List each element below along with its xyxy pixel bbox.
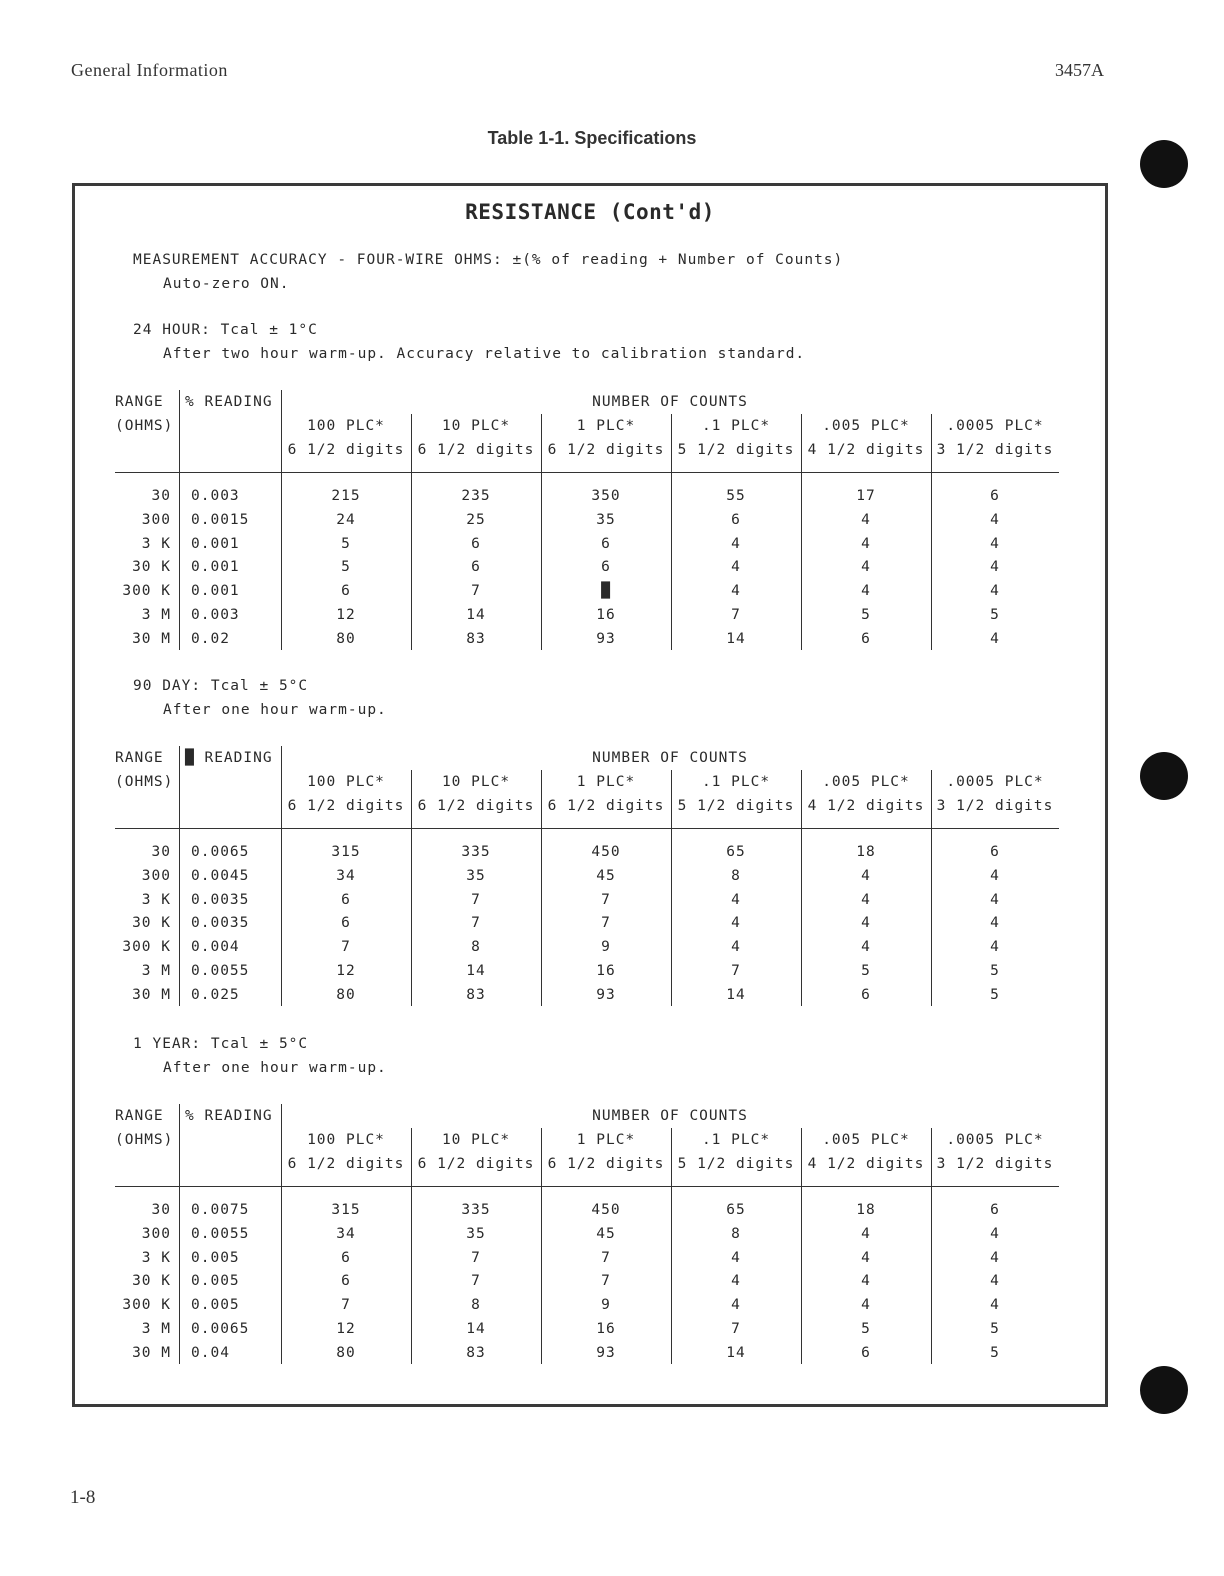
count-cell: 7 bbox=[731, 1321, 741, 1337]
count-cell: 14 bbox=[726, 1344, 746, 1361]
range-cell: 30 M bbox=[132, 986, 171, 1003]
count-cell: 4 bbox=[861, 939, 871, 956]
count-cell: 14 bbox=[726, 630, 746, 647]
count-cell: 4 bbox=[990, 1249, 1000, 1266]
table-row bbox=[115, 939, 1059, 963]
reading-cell: 0.0055 bbox=[191, 1225, 250, 1242]
range-cell: 30 M bbox=[132, 630, 171, 647]
count-cell: 93 bbox=[596, 630, 616, 647]
spec-frame bbox=[72, 183, 1108, 1407]
count-cell: 65 bbox=[726, 1202, 746, 1218]
count-cell: 14 bbox=[466, 607, 486, 623]
count-cell: 335 bbox=[461, 1202, 491, 1218]
count-cell: 93 bbox=[596, 986, 616, 1003]
plc-header: .0005 PLC* bbox=[946, 1132, 1044, 1148]
section-heading: 1 YEAR: Tcal ± 5°C bbox=[133, 1036, 309, 1052]
range-cell: 30 K bbox=[132, 559, 171, 576]
intro-autozero: Auto-zero ON. bbox=[163, 276, 290, 292]
reading-cell: 0.003 bbox=[191, 488, 240, 504]
range-cell: 3 M bbox=[141, 607, 171, 623]
table-row bbox=[115, 583, 1059, 607]
table-title: Table 1-1. Specifications bbox=[487, 128, 697, 148]
count-cell: 6 bbox=[990, 488, 1000, 504]
count-cell: 6 bbox=[731, 511, 741, 528]
frame-title: RESISTANCE (Cont'd) bbox=[465, 200, 715, 224]
range-cell: 30 bbox=[151, 488, 171, 504]
counts-header: NUMBER OF COUNTS bbox=[592, 1108, 748, 1124]
spec-table bbox=[115, 1104, 1059, 1364]
range-header: RANGE bbox=[115, 394, 164, 410]
range-cell: 300 K bbox=[122, 939, 171, 956]
count-cell: 6 bbox=[341, 891, 351, 908]
running-header-section: General Information bbox=[71, 60, 228, 80]
digits-header: 5 1/2 digits bbox=[677, 442, 795, 458]
count-cell: 55 bbox=[726, 488, 746, 504]
count-cell: 7 bbox=[471, 891, 481, 908]
plc-header: 1 PLC* bbox=[576, 418, 636, 434]
count-cell: 18 bbox=[856, 1202, 876, 1218]
count-cell: 4 bbox=[861, 891, 871, 908]
digits-header: 5 1/2 digits bbox=[677, 1156, 795, 1172]
count-cell: 4 bbox=[990, 867, 1000, 884]
table-row bbox=[115, 559, 1059, 583]
count-cell: 80 bbox=[336, 986, 356, 1003]
count-cell: 25 bbox=[466, 511, 486, 528]
reading-cell: 0.004 bbox=[191, 939, 240, 956]
range-cell: 3 K bbox=[141, 535, 171, 552]
spec-table bbox=[115, 390, 1059, 650]
count-cell: 7 bbox=[601, 1273, 611, 1290]
reading-cell: 0.003 bbox=[191, 607, 240, 623]
count-cell: 4 bbox=[861, 915, 871, 932]
table-row bbox=[115, 1321, 1059, 1345]
count-cell: 83 bbox=[466, 630, 486, 647]
range-header: RANGE bbox=[115, 750, 164, 766]
count-cell: 6 bbox=[861, 1344, 871, 1361]
binder-hole-icon bbox=[1140, 752, 1188, 800]
count-cell: 8 bbox=[471, 939, 481, 956]
count-cell: 450 bbox=[591, 844, 621, 860]
count-cell: 6 bbox=[341, 583, 351, 600]
count-cell: 4 bbox=[731, 1249, 741, 1266]
count-cell: 4 bbox=[990, 1273, 1000, 1290]
running-header-model: 3457A bbox=[1055, 60, 1104, 80]
reading-cell: 0.005 bbox=[191, 1249, 240, 1266]
count-cell: 7 bbox=[341, 1297, 351, 1314]
count-cell: 4 bbox=[990, 559, 1000, 576]
digits-header: 6 1/2 digits bbox=[287, 1156, 405, 1172]
spec-table bbox=[115, 746, 1059, 1006]
plc-header: 1 PLC* bbox=[576, 1132, 636, 1148]
count-cell: 215 bbox=[331, 488, 361, 504]
reading-cell: 0.02 bbox=[191, 630, 230, 647]
table-row bbox=[115, 536, 1059, 560]
range-cell: 3 M bbox=[141, 1321, 171, 1337]
count-cell: 6 bbox=[471, 535, 481, 552]
count-cell: 4 bbox=[861, 559, 871, 576]
count-cell: 5 bbox=[990, 1321, 1000, 1337]
plc-header: 1 PLC* bbox=[576, 774, 636, 790]
count-cell: 6 bbox=[601, 535, 611, 552]
count-cell: 9 bbox=[601, 1297, 611, 1314]
count-cell: 6 bbox=[601, 559, 611, 576]
count-cell: 4 bbox=[990, 583, 1000, 600]
count-cell: 7 bbox=[731, 607, 741, 623]
count-cell: 6 bbox=[341, 915, 351, 932]
count-cell: 93 bbox=[596, 1344, 616, 1361]
count-cell: 5 bbox=[861, 607, 871, 623]
count-cell: 4 bbox=[990, 535, 1000, 552]
count-cell: 80 bbox=[336, 630, 356, 647]
count-cell: 45 bbox=[596, 867, 616, 884]
count-cell: 4 bbox=[731, 1297, 741, 1314]
count-cell: 4 bbox=[861, 1249, 871, 1266]
section-note: After one hour warm-up. bbox=[163, 702, 387, 718]
count-cell: 16 bbox=[596, 963, 616, 979]
range-cell: 30 M bbox=[132, 1344, 171, 1361]
count-cell: 7 bbox=[601, 891, 611, 908]
digits-header: 6 1/2 digits bbox=[287, 442, 405, 458]
table-row bbox=[115, 868, 1059, 892]
plc-header: .1 PLC* bbox=[701, 774, 771, 790]
reading-header: % READING bbox=[185, 1108, 273, 1124]
count-cell: 24 bbox=[336, 511, 356, 528]
count-cell: 80 bbox=[336, 1344, 356, 1361]
count-cell: 315 bbox=[331, 1202, 361, 1218]
count-cell: 4 bbox=[861, 1297, 871, 1314]
reading-cell: 0.005 bbox=[191, 1297, 240, 1314]
range-cell: 30 K bbox=[132, 1273, 171, 1290]
plc-header: 100 PLC* bbox=[307, 1132, 385, 1148]
count-cell: 4 bbox=[990, 630, 1000, 647]
count-cell: 6 bbox=[861, 986, 871, 1003]
reading-cell: 0.0065 bbox=[191, 844, 250, 860]
count-cell: 9 bbox=[601, 939, 611, 956]
count-cell: 12 bbox=[336, 607, 356, 623]
count-cell: 65 bbox=[726, 844, 746, 860]
table-row bbox=[115, 512, 1059, 536]
count-cell: 6 bbox=[341, 1273, 351, 1290]
reading-cell: 0.0035 bbox=[191, 891, 250, 908]
digits-header: 4 1/2 digits bbox=[807, 798, 925, 814]
count-cell: 7 bbox=[731, 963, 741, 979]
count-cell: 4 bbox=[990, 891, 1000, 908]
count-cell: 8 bbox=[471, 1297, 481, 1314]
digits-header: 6 1/2 digits bbox=[417, 442, 535, 458]
reading-cell: 0.0065 bbox=[191, 1321, 250, 1337]
count-cell: 4 bbox=[731, 891, 741, 908]
count-cell: 4 bbox=[731, 583, 741, 600]
count-cell: 14 bbox=[726, 986, 746, 1003]
count-cell: 4 bbox=[990, 915, 1000, 932]
count-cell: 4 bbox=[861, 1273, 871, 1290]
count-cell: 350 bbox=[591, 488, 621, 504]
count-cell: 35 bbox=[466, 867, 486, 884]
range-cell: 3 K bbox=[141, 891, 171, 908]
count-cell: 35 bbox=[596, 511, 616, 528]
table-row bbox=[115, 488, 1059, 512]
table-row bbox=[115, 607, 1059, 631]
count-cell: 5 bbox=[990, 986, 1000, 1003]
table-row bbox=[115, 892, 1059, 916]
count-cell: 7 bbox=[471, 1249, 481, 1266]
count-cell: 4 bbox=[990, 1297, 1000, 1314]
count-cell: 315 bbox=[331, 844, 361, 860]
reading-cell: 0.0055 bbox=[191, 963, 250, 979]
count-cell: 4 bbox=[990, 1225, 1000, 1242]
count-cell: 4 bbox=[990, 939, 1000, 956]
range-cell: 300 K bbox=[122, 583, 171, 600]
count-cell: 7 bbox=[471, 583, 481, 600]
count-cell: 35 bbox=[466, 1225, 486, 1242]
table-row bbox=[115, 1345, 1059, 1369]
count-cell: 5 bbox=[990, 1344, 1000, 1361]
count-cell: 6 bbox=[341, 1249, 351, 1266]
count-cell: 6 bbox=[471, 559, 481, 576]
digits-header: 3 1/2 digits bbox=[936, 442, 1054, 458]
reading-header: % READING bbox=[185, 394, 273, 410]
range-cell: 300 bbox=[141, 1225, 171, 1242]
section-heading: 24 HOUR: Tcal ± 1°C bbox=[133, 322, 318, 338]
table-row bbox=[115, 915, 1059, 939]
plc-header: .005 PLC* bbox=[822, 1132, 910, 1148]
count-cell: 12 bbox=[336, 1321, 356, 1337]
table-row bbox=[115, 963, 1059, 987]
range-units-header: (OHMS) bbox=[115, 774, 174, 790]
plc-header: .0005 PLC* bbox=[946, 774, 1044, 790]
reading-cell: 0.0075 bbox=[191, 1202, 250, 1218]
count-cell: 4 bbox=[861, 511, 871, 528]
reading-cell: 0.001 bbox=[191, 535, 240, 552]
count-cell: 4 bbox=[731, 915, 741, 932]
reading-cell: 0.04 bbox=[191, 1344, 230, 1361]
range-cell: 300 bbox=[141, 511, 171, 528]
reading-cell: 0.025 bbox=[191, 986, 240, 1003]
reading-cell: 0.001 bbox=[191, 583, 240, 600]
count-cell: 83 bbox=[466, 986, 486, 1003]
count-cell: 4 bbox=[861, 535, 871, 552]
count-cell: 4 bbox=[731, 1273, 741, 1290]
page-number: 1-8 bbox=[70, 1487, 96, 1508]
range-units-header: (OHMS) bbox=[115, 418, 174, 434]
plc-header: 10 PLC* bbox=[441, 774, 511, 790]
count-cell: █ bbox=[601, 583, 611, 600]
table-row bbox=[115, 1226, 1059, 1250]
count-cell: 4 bbox=[861, 867, 871, 884]
plc-header: 10 PLC* bbox=[441, 418, 511, 434]
section-note: After two hour warm-up. Accuracy relative to calibration standard. bbox=[163, 346, 806, 362]
count-cell: 16 bbox=[596, 607, 616, 623]
digits-header: 6 1/2 digits bbox=[547, 442, 665, 458]
reading-cell: 0.001 bbox=[191, 559, 240, 576]
digits-header: 5 1/2 digits bbox=[677, 798, 795, 814]
reading-header: █ READING bbox=[185, 750, 273, 766]
range-cell: 30 K bbox=[132, 915, 171, 932]
count-cell: 4 bbox=[861, 1225, 871, 1242]
digits-header: 6 1/2 digits bbox=[547, 1156, 665, 1172]
count-cell: 17 bbox=[856, 488, 876, 504]
digits-header: 6 1/2 digits bbox=[417, 798, 535, 814]
plc-header: .1 PLC* bbox=[701, 1132, 771, 1148]
count-cell: 5 bbox=[990, 963, 1000, 979]
count-cell: 18 bbox=[856, 844, 876, 860]
plc-header: 100 PLC* bbox=[307, 774, 385, 790]
count-cell: 7 bbox=[341, 939, 351, 956]
count-cell: 7 bbox=[471, 1273, 481, 1290]
count-cell: 14 bbox=[466, 963, 486, 979]
count-cell: 4 bbox=[731, 939, 741, 956]
count-cell: 7 bbox=[601, 915, 611, 932]
count-cell: 5 bbox=[990, 607, 1000, 623]
section-note: After one hour warm-up. bbox=[163, 1060, 387, 1076]
count-cell: 450 bbox=[591, 1202, 621, 1218]
count-cell: 8 bbox=[731, 1225, 741, 1242]
table-row bbox=[115, 844, 1059, 868]
binder-hole-icon bbox=[1140, 1366, 1188, 1414]
count-cell: 6 bbox=[990, 844, 1000, 860]
count-cell: 335 bbox=[461, 844, 491, 860]
reading-cell: 0.0045 bbox=[191, 867, 250, 884]
counts-header: NUMBER OF COUNTS bbox=[592, 750, 748, 766]
count-cell: 5 bbox=[861, 963, 871, 979]
count-cell: 45 bbox=[596, 1225, 616, 1242]
digits-header: 4 1/2 digits bbox=[807, 442, 925, 458]
count-cell: 8 bbox=[731, 867, 741, 884]
plc-header: .005 PLC* bbox=[822, 774, 910, 790]
range-cell: 30 bbox=[151, 1202, 171, 1218]
count-cell: 34 bbox=[336, 1225, 356, 1242]
table-row bbox=[115, 631, 1059, 655]
count-cell: 7 bbox=[601, 1249, 611, 1266]
count-cell: 16 bbox=[596, 1321, 616, 1337]
count-cell: 4 bbox=[731, 559, 741, 576]
range-cell: 300 bbox=[141, 867, 171, 884]
reading-cell: 0.005 bbox=[191, 1273, 240, 1290]
range-header: RANGE bbox=[115, 1108, 164, 1124]
range-cell: 3 K bbox=[141, 1249, 171, 1266]
binder-hole-icon bbox=[1140, 140, 1188, 188]
count-cell: 4 bbox=[731, 535, 741, 552]
plc-header: .005 PLC* bbox=[822, 418, 910, 434]
count-cell: 34 bbox=[336, 867, 356, 884]
count-cell: 235 bbox=[461, 488, 491, 504]
count-cell: 83 bbox=[466, 1344, 486, 1361]
count-cell: 5 bbox=[341, 535, 351, 552]
table-row bbox=[115, 1273, 1059, 1297]
section-heading: 90 DAY: Tcal ± 5°C bbox=[133, 678, 309, 694]
count-cell: 6 bbox=[861, 630, 871, 647]
count-cell: 14 bbox=[466, 1321, 486, 1337]
count-cell: 7 bbox=[471, 915, 481, 932]
table-row bbox=[115, 1250, 1059, 1274]
digits-header: 6 1/2 digits bbox=[287, 798, 405, 814]
table-row bbox=[115, 1202, 1059, 1226]
range-units-header: (OHMS) bbox=[115, 1132, 174, 1148]
count-cell: 5 bbox=[861, 1321, 871, 1337]
plc-header: .0005 PLC* bbox=[946, 418, 1044, 434]
table-row bbox=[115, 987, 1059, 1011]
plc-header: 100 PLC* bbox=[307, 418, 385, 434]
count-cell: 4 bbox=[990, 511, 1000, 528]
count-cell: 6 bbox=[990, 1202, 1000, 1218]
table-row bbox=[115, 1297, 1059, 1321]
range-cell: 3 M bbox=[141, 963, 171, 979]
plc-header: 10 PLC* bbox=[441, 1132, 511, 1148]
digits-header: 3 1/2 digits bbox=[936, 798, 1054, 814]
intro-line: MEASUREMENT ACCURACY - FOUR-WIRE OHMS: ±(% of reading + Number of Counts) bbox=[133, 252, 844, 268]
range-cell: 30 bbox=[151, 844, 171, 860]
digits-header: 6 1/2 digits bbox=[417, 1156, 535, 1172]
count-cell: 5 bbox=[341, 559, 351, 576]
reading-cell: 0.0035 bbox=[191, 915, 250, 932]
digits-header: 6 1/2 digits bbox=[547, 798, 665, 814]
reading-cell: 0.0015 bbox=[191, 511, 250, 528]
count-cell: 12 bbox=[336, 963, 356, 979]
counts-header: NUMBER OF COUNTS bbox=[592, 394, 748, 410]
plc-header: .1 PLC* bbox=[701, 418, 771, 434]
digits-header: 4 1/2 digits bbox=[807, 1156, 925, 1172]
digits-header: 3 1/2 digits bbox=[936, 1156, 1054, 1172]
range-cell: 300 K bbox=[122, 1297, 171, 1314]
count-cell: 4 bbox=[861, 583, 871, 600]
